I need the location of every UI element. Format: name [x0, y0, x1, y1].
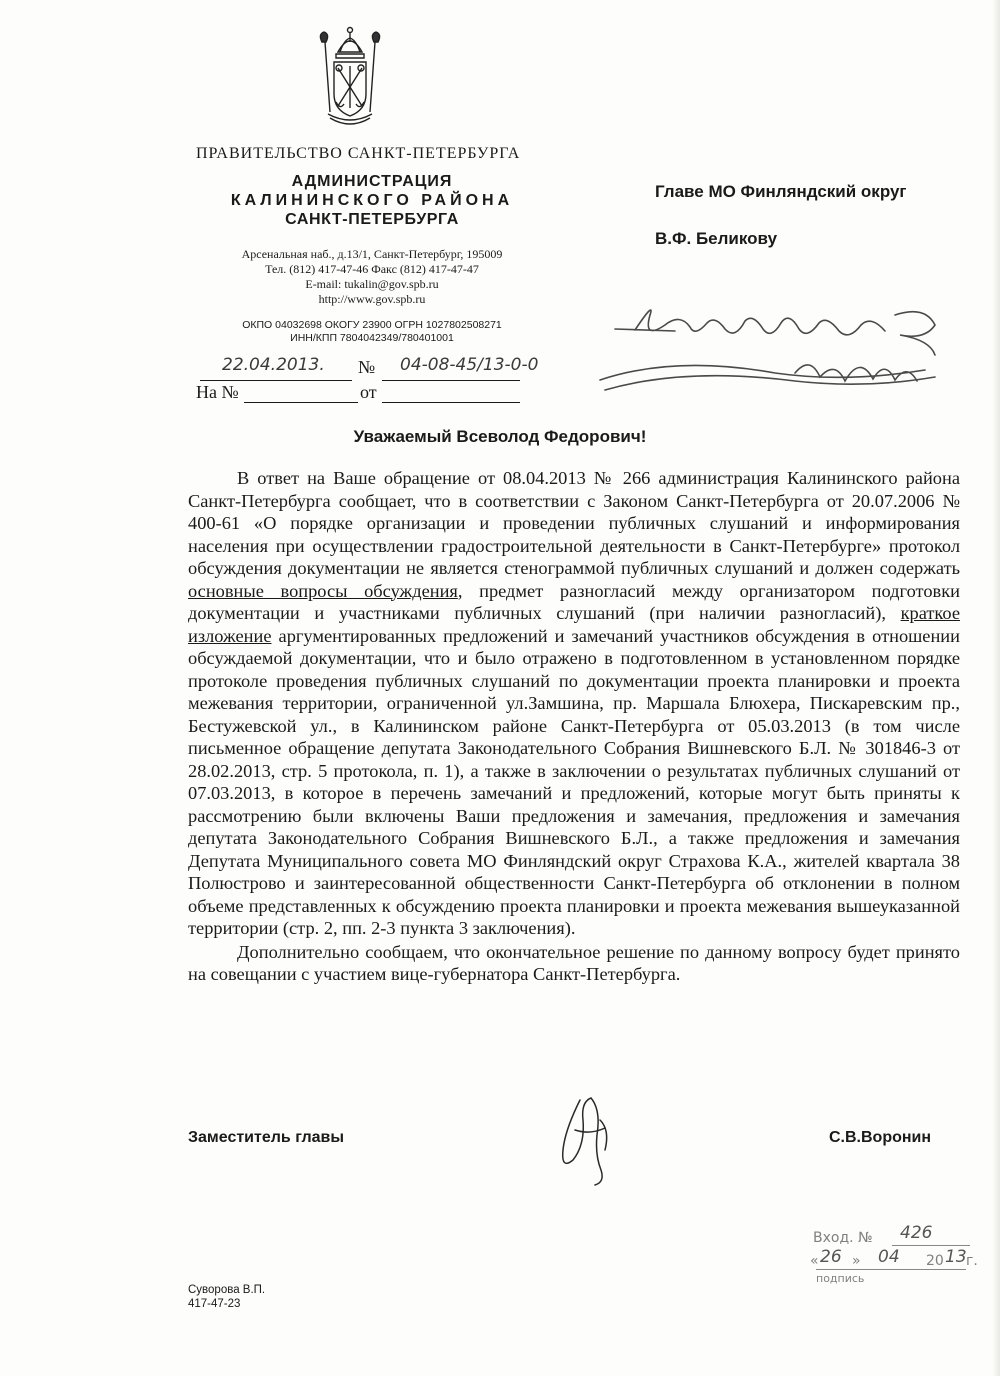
incoming-year-suffix: 13: [945, 1247, 967, 1267]
paragraph-1: [188, 467, 960, 940]
executor-info: [188, 1283, 265, 1311]
admin-line-1: АДМИНИСТРАЦИЯ: [291, 173, 453, 190]
coat-of-arms-icon: [300, 22, 400, 132]
underlined-summary: краткое изложение: [188, 603, 960, 646]
addressee-position: Главе МО Финляндский округ: [655, 182, 907, 201]
executor-phone: 417-47-23: [188, 1298, 241, 1310]
signatory-name: С.В.Воронин: [829, 1129, 932, 1146]
administration-title: [196, 172, 548, 229]
phone-fax: Тел. (812) 417-47-46 Факс (812) 417-47-47: [265, 262, 479, 276]
letter-body: [188, 467, 960, 986]
paragraph-1-part-b: , предмет разногласий между организатором подготовки документации и участниками публичных слушаний (при наличии разногласий),: [188, 580, 960, 623]
registry-codes: [196, 319, 548, 345]
date-underline: [200, 380, 352, 381]
scan-edge: [992, 0, 1000, 1376]
incoming-day: 26: [820, 1247, 842, 1267]
addressee-name: В.Ф. Беликову: [655, 229, 778, 248]
ref-number-label: На №: [196, 382, 239, 402]
underlined-main-questions: основные вопросы обсуждения: [188, 580, 458, 601]
ref-number-line: [244, 402, 358, 403]
codes-line-2: ИНН/КПП 7804042349/780401001: [290, 332, 454, 344]
incoming-date-line: [816, 1269, 966, 1270]
codes-line-1: ОКПО 04032698 ОКОГУ 23900 ОГРН 1027802508271: [242, 319, 502, 331]
incoming-label: Вход. №: [813, 1230, 873, 1246]
number-label: №: [358, 357, 376, 377]
government-name: ПРАВИТЕЛЬСТВО САНКТ-ПЕТЕРБУРГА: [196, 145, 521, 162]
postal-address: Арсенальная наб., д.13/1, Санкт-Петербург, 195009: [241, 247, 503, 261]
incoming-year-unit: г.: [966, 1253, 978, 1269]
outgoing-date: 22.04.2013.: [222, 355, 325, 375]
number-underline: [382, 380, 520, 381]
website: http://www.gov.spb.ru: [318, 292, 426, 306]
from-date-line: [382, 402, 520, 403]
admin-line-2: КАЛИНИНСКОГО РАЙОНА: [230, 192, 514, 209]
paragraph-1-part-c: аргументированных предложений и замечаний участников обсуждения в отношении обсуждаемой документации, что и было отражено в подготовленном в установленном порядке протоколе проведения публичных слушаний по документации проекта планировки и проекта межевания территории, ограниченной ул.Замшина, пр. Маршала Блюхера, Пискаревским пр., Бестужевской ул., в Калининском районе Санкт-Петербурга от 05.03.2013 (в том числе письменное обращение депутата Законодательного Собрания Вишневского Б.Л. № 301846-3 от 28.02.2013, стр. 5 протокола, п. 1), а также в заключении о результатах публичных слушаний от 07.03.2013, в которое в перечень замечаний и предложений, которые могут быть приняты к рассмотрению были включены Ваши предложения и замечания, предложения и замечания депутата Законодательного Собрания Вишневского Б.Л., а также предложения и замечания Депутата Муниципального совета МО Финляндский округ Страхова К.А., жителей квартала 38 Полюстрово и заинтересованной общественности Санкт-Петербурга об отклонении в полном объеме представленных к обсуждению проекта планировки и проекта межевания вышеуказанной территории (стр. 2, пп. 2-3 пункта 3 заключения).: [188, 625, 960, 938]
incoming-number: 426: [900, 1223, 933, 1243]
signature-label: подпись: [816, 1272, 865, 1285]
outgoing-number: 04-08-45/13-0-0: [400, 355, 539, 375]
incoming-month: 04: [878, 1247, 900, 1267]
from-label: от: [360, 382, 377, 402]
handwritten-signature: [545, 1090, 625, 1190]
paragraph-1-part-a: В ответ на Ваше обращение от 08.04.2013 № 266 администрация Калининского района Санкт-Петербурга сообщает, что в соответствии с Законом Санкт-Петербурга от 20.07.2006 № 400-61 «О порядке организации и проведении публичных слушаний и информирования населения при осуществлении градостроительной деятельности в Санкт-Петербурге» протокол обсуждения документации не является стенограммой публичных слушаний и должен содержать: [188, 468, 960, 578]
incoming-year-prefix: 20: [926, 1253, 944, 1269]
admin-line-3: САНКТ-ПЕТЕРБУРГА: [285, 211, 459, 228]
incoming-number-line: [892, 1245, 970, 1246]
signatory-title: Заместитель главы: [188, 1129, 345, 1146]
contact-block: [196, 247, 548, 307]
executor-name: Суворова В.П.: [188, 1284, 266, 1296]
stamp-quote-close: »: [852, 1253, 861, 1269]
stamp-quote-open: «: [810, 1253, 819, 1269]
email: E-mail: tukalin@gov.spb.ru: [305, 277, 439, 291]
incoming-stamp: [808, 1225, 978, 1295]
paragraph-2: Дополнительно сообщаем, что окончательное решение по данному вопросу будет принято на совещании с участием вице-губернатора Санкт-Петербурга.: [188, 941, 960, 984]
greeting: Уважаемый Всеволод Федорович!: [353, 427, 647, 446]
handwritten-resolution: [595, 285, 965, 405]
